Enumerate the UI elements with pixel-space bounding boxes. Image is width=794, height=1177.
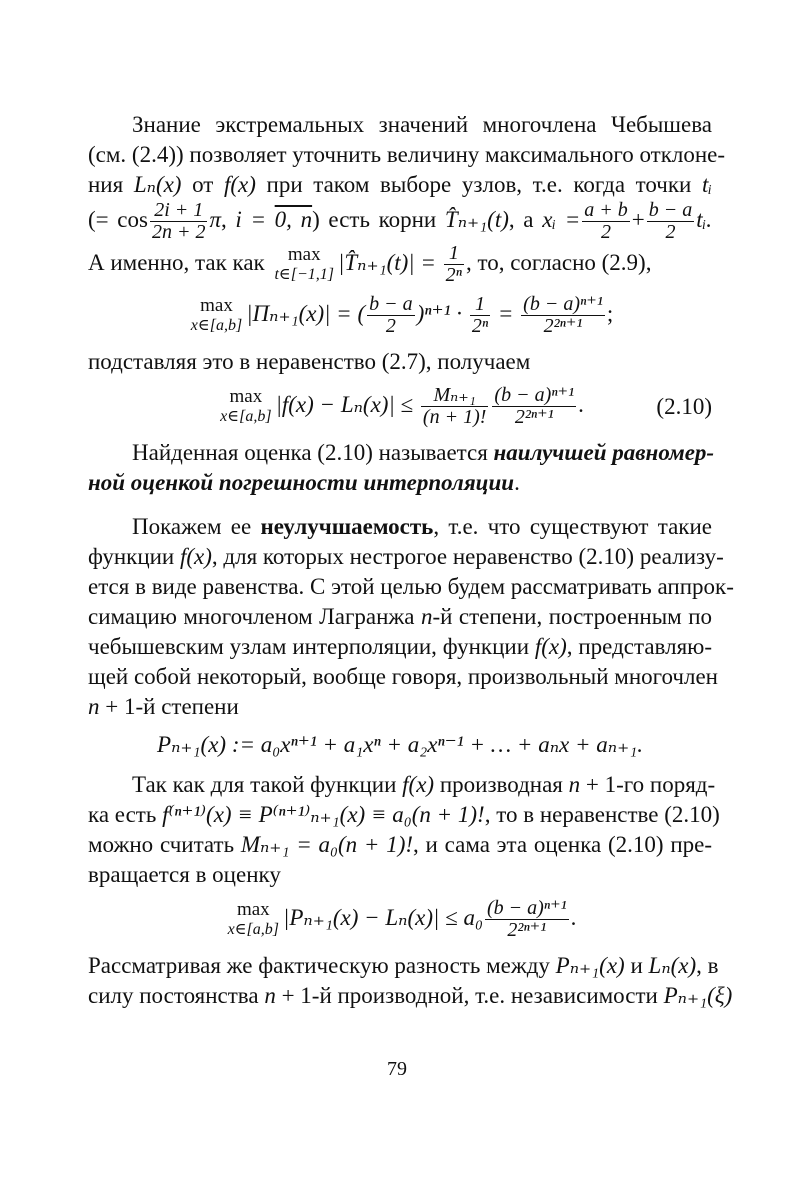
text-segment: подставляя это в неравенство (2.7), получаем [88,349,531,374]
text-segment: -й степени, построенным по [432,604,713,629]
max-operator [220,387,271,427]
fraction [647,200,695,243]
text-segment: Так как для такой функции [132,772,403,797]
text-segment: , и сама эта оценка (2.10) пре- [413,832,712,857]
text-segment: , то в неравенстве (2.10) [484,802,720,827]
text-segment: . [570,904,577,930]
math-expression: n [264,983,276,1008]
text-line [88,770,716,800]
book-page [88,110,734,1011]
math-expression: f(x) [223,172,256,197]
math-expression: n [568,772,581,797]
operator-subscript: x∈[a,b] [190,316,243,334]
text-line [88,140,726,170]
text-segment: чебышевским узлам интерполяции, функции [88,634,535,659]
numerator: (b − a)ⁿ⁺¹ [494,384,575,406]
bold-italic-term: ной оценкой погрешности интерполяции [88,470,515,495]
text-segment: + 1-го поряд- [580,772,716,797]
text-line [88,800,720,830]
text-line [88,170,712,200]
math-expression: i = [235,206,275,232]
math-expression: f⁽ⁿ⁺¹⁾(x) ≡ P⁽ⁿ⁺¹⁾ₙ₊₁(x) ≡ a₀(n + 1)! [162,802,485,827]
text-line [88,294,712,337]
max-operator [274,245,334,285]
denominator: 2 [600,221,611,243]
text-line [88,110,712,140]
text-line [88,602,712,632]
math-expression: tᵢ [701,172,713,197]
numerator: (b − a)ⁿ⁺¹ [486,897,567,919]
numerator: 1 [444,243,464,265]
text-segment: + [631,206,645,232]
math-expression: tᵢ. [696,206,712,232]
numerator: b − a [648,199,693,221]
text-segment: , [221,206,236,232]
max-operator [191,296,242,336]
fraction [367,294,415,337]
text-line [88,981,733,1011]
text-line [88,730,712,760]
text-segment: , т.е. что существуют такие [433,514,712,539]
text-segment: вращается в оценку [88,862,281,887]
text-segment: можно считать [88,832,241,857]
text-segment: (см. (2.4)) позволяет уточнить величину максимального отклоне- [88,142,726,167]
fraction [421,385,488,428]
text-line [88,438,715,468]
math-expression: )ⁿ⁺¹ · [416,300,468,326]
denominator: 2 [385,315,396,337]
max-operator [228,900,279,940]
text-line [88,898,712,941]
denominator: 2n + 2 [151,221,206,243]
fraction [492,385,576,428]
fraction [582,200,630,243]
operator-subscript: x∈[a,b] [227,920,279,938]
math-expression: f(x) [180,544,212,569]
text-segment: щей собой некоторый, вообще говоря, произвольный многочлен [88,664,718,689]
denominator: 2ⁿ [445,264,462,286]
operator-subscript: t∈[−1,1] [274,265,335,283]
bold-italic-term: наилучшей равномер- [493,440,715,465]
text-line [88,692,712,722]
math-expression: f(x) [402,772,435,797]
operator-name: max [229,385,263,407]
math-expression: n [420,604,433,629]
text-segment: ется в виде равенства. С этой целью будем рассматривать аппрок- [88,574,734,599]
numerator: Mₙ₊₁ [421,385,488,407]
math-expression: Mₙ₊₁ = a₀(n + 1)! [240,832,414,857]
text-line [88,860,712,890]
math-expression: Pₙ₊₁(x) [555,953,625,978]
text-line [88,542,724,572]
text-line [88,200,712,243]
fraction [444,243,464,286]
math-expression: n [88,694,100,719]
math-expression: |T̂ₙ₊₁(t)| = [338,249,442,275]
text-segment: , в [696,953,719,978]
math-expression: Pₙ₊₁(ξ) [663,983,733,1008]
operator-name: max [200,294,233,316]
text-segment: . [578,391,584,417]
math-expression: Pₙ₊₁(x) := a₀xⁿ⁺¹ + a₁xⁿ + a₂xⁿ⁻¹ + … + aₙx + aₙ₊₁. [157,732,643,757]
text-segment: Знание экстремальных значений многочлена Чебышева [132,112,712,137]
text-segment: ; [606,300,614,326]
fraction [150,200,208,243]
text-line [88,512,712,542]
text-segment: , для которых нестрогое неравенство (2.10) реализу- [211,544,724,569]
denominator: 2ⁿ [471,315,489,337]
text-line [88,347,712,377]
text-segment: (= cos [88,206,148,232]
text-segment: + 1-й производной, т.е. независимости [275,983,664,1008]
denominator: 2²ⁿ⁺¹ [543,315,583,337]
fraction [470,294,490,337]
text-segment: , а [508,206,543,232]
text-line [88,632,712,662]
operator-name: max [236,898,270,920]
math-expression: f(x) [534,634,567,659]
text-line [88,468,712,498]
text-segment: функции [88,544,180,569]
equation-number: (2.10) [656,393,712,419]
operator-name: max [287,243,321,265]
fraction [521,294,605,337]
numerator: 1 [470,294,490,316]
fraction [485,898,569,941]
math-expression: Lₙ(x) [648,953,697,978]
text-segment: ка есть [88,802,163,827]
text-segment: , представляю- [566,634,712,659]
math-expression: = [492,300,520,326]
overlined-range: 0, n [274,206,313,232]
text-segment: Рассматривая же фактическую разность между [88,953,556,978]
text-line [88,951,719,981]
text-line [88,662,718,692]
text-line [88,385,712,428]
text-segment: симацию многочленом Лагранжа [88,604,421,629]
denominator: (n + 1)! [422,406,487,428]
text-line [88,572,734,602]
text-segment: ) есть корни [312,206,445,232]
text-segment: производная [434,772,569,797]
numerator: (b − a)ⁿ⁺¹ [523,293,603,315]
text-segment: от [181,172,224,197]
text-segment: и [624,953,649,978]
math-expression: |Πₙ₊₁(x)| = ( [246,300,366,326]
page-number: 79 [387,1058,407,1080]
math-expression: Lₙ(x) [133,172,182,197]
numerator: 2i + 1 [150,200,208,222]
math-expression: |Pₙ₊₁(x) − Lₙ(x)| ≤ a₀ [283,904,483,930]
math-expression: T̂ₙ₊₁(t) [444,206,509,232]
numerator: b − a [369,293,413,315]
text-segment: , то, согласно (2.9), [465,249,652,275]
text-segment: А именно, так как [88,249,271,275]
text-line [88,830,712,860]
text-segment: + 1-й степени [99,694,239,719]
denominator: 2 [665,221,676,243]
text-segment: . [514,470,520,495]
operator-subscript: x∈[a,b] [220,407,272,425]
math-expression: |f(x) − Lₙ(x)| ≤ [275,391,419,417]
numerator: a + b [584,199,628,221]
text-segment: силу постоянства [88,983,265,1008]
denominator: 2²ⁿ⁺¹ [507,919,547,941]
text-line [88,243,712,286]
text-segment: ния [88,172,134,197]
denominator: 2²ⁿ⁺¹ [514,406,554,428]
math-expression: π [209,206,221,232]
text-segment: при таком выборе узлов, т.е. когда точки [255,172,702,197]
text-segment: Покажем ее [132,514,261,539]
text-segment: Найденная оценка (2.10) называется [132,440,494,465]
bold-term: неулучшаемость [260,514,434,539]
math-expression: xᵢ = [542,206,581,232]
